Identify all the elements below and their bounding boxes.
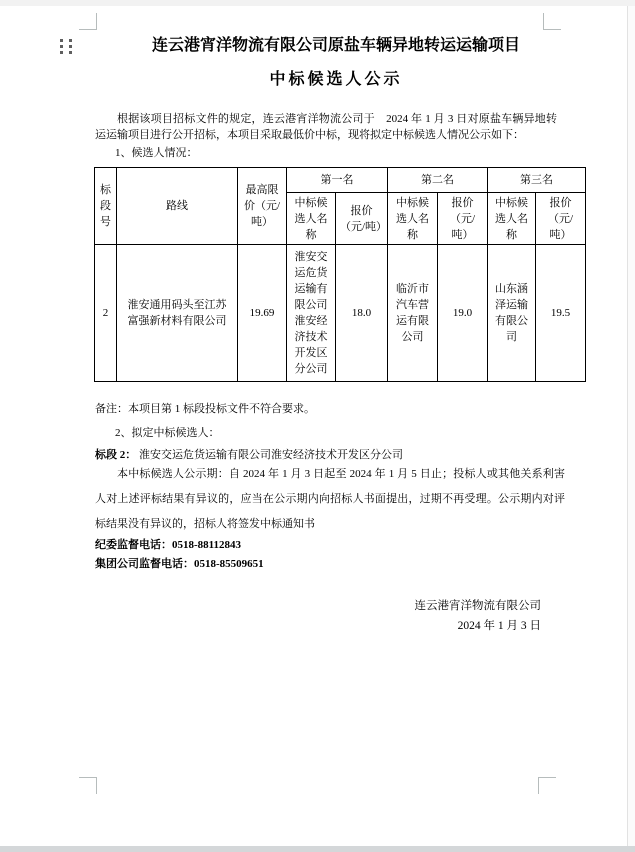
page-right-edge xyxy=(627,6,628,846)
col-header-rank2-price: 报价（元/吨） xyxy=(438,193,488,245)
cell-route: 淮安通用码头至江苏富强新材料有限公司 xyxy=(117,245,238,382)
intro-paragraph: 根据该项目招标文件的规定，连云港宵洋物流公司于 2024 年 1 月 3 日对原盐车辆异地转运运输项目进行公开招标，本项目采取最低价中标，现将拟定中标候选人情况公示如下： xyxy=(95,113,557,141)
cell-rank2-price: 19.0 xyxy=(438,245,488,382)
cell-rank1-price: 18.0 xyxy=(336,245,388,382)
page-bottom-edge xyxy=(0,846,635,852)
cell-max-price: 19.69 xyxy=(238,245,287,382)
candidates-table xyxy=(94,167,586,382)
publicity-period-paragraph: 本中标候选人公示期：自 2024 年 1 月 3 日起至 2024 年 1 月 5 日止；投标人或其他关系利害人对上述评标结果有异议的，应当在公示期内向招标人书面提出，过期不再受理。公示期内对评标结果没有异议的，招标人将签发中标通知书 xyxy=(95,468,565,530)
cell-rank3-price: 19.5 xyxy=(536,245,586,382)
cell-rank2-name: 临沂市汽车营运有限公司 xyxy=(388,245,438,382)
crop-mark-top-right xyxy=(543,13,561,30)
crop-mark-top-left xyxy=(79,13,97,30)
signature-date: 2024 年 1 月 3 日 xyxy=(457,620,541,632)
group-phone-line: 集团公司监督电话：0518-85509651 xyxy=(95,558,264,570)
signature-company: 连云港宵洋物流有限公司 xyxy=(414,600,541,612)
awarded-bid-label: 标段 2： xyxy=(95,449,137,461)
section-2-heading: 2、拟定中标候选人： xyxy=(115,427,220,439)
awarded-bid-value: 淮安交运危货运输有限公司淮安经济技术开发区分公司 xyxy=(139,449,403,461)
col-header-rank1: 第一名 xyxy=(287,168,388,193)
cell-rank1-name: 淮安交运危货运输有限公司淮安经济技术开发区分公司 xyxy=(287,245,336,382)
crop-mark-bottom-right xyxy=(538,777,556,794)
drag-handle-icon[interactable] xyxy=(60,39,72,54)
awarded-bid-line xyxy=(95,447,403,463)
discipline-phone-line: 纪委监督电话：0518-88112843 xyxy=(95,539,242,551)
intro-block xyxy=(95,111,557,161)
crop-mark-bottom-left xyxy=(79,777,97,794)
section-1-heading: 1、候选人情况： xyxy=(115,147,198,159)
col-header-rank3-price: 报价（元/吨） xyxy=(536,193,586,245)
col-header-rank3-candidate: 中标候选人名称 xyxy=(488,193,536,245)
col-header-rank2-candidate: 中标候选人名称 xyxy=(388,193,438,245)
signature-block xyxy=(95,596,541,636)
col-header-max-price: 最高限价（元/吨） xyxy=(238,168,287,245)
col-header-rank3: 第三名 xyxy=(488,168,586,193)
col-header-route: 路线 xyxy=(117,168,238,245)
cell-section-no: 2 xyxy=(95,245,117,382)
remark-line: 备注：本项目第 1 标段投标文件不符合要求。 xyxy=(95,403,315,415)
page-top-edge xyxy=(0,0,635,6)
page-right-background xyxy=(628,6,635,846)
cell-rank3-name: 山东涵泽运输有限公司 xyxy=(488,245,536,382)
col-header-rank2: 第二名 xyxy=(388,168,488,193)
col-header-section-no: 标段号 xyxy=(95,168,117,245)
publicity-block xyxy=(95,462,565,537)
doc-title: 连云港宵洋物流有限公司原盐车辆异地转运运输项目 xyxy=(151,37,520,54)
table-row xyxy=(95,245,586,382)
doc-subtitle: 中标候选人公示 xyxy=(269,71,403,88)
col-header-rank1-price: 报价（元/吨） xyxy=(336,193,388,245)
col-header-rank1-candidate: 中标候选人名称 xyxy=(287,193,336,245)
